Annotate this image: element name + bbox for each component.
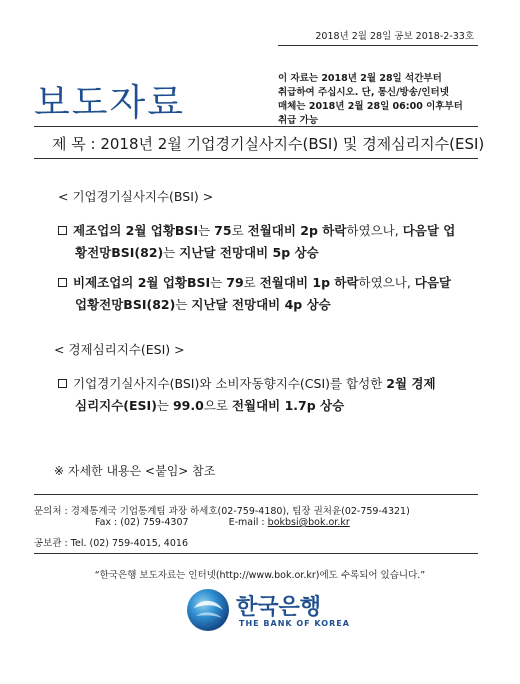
- fax-email-contact: [95, 517, 350, 528]
- subject-divider-bottom: [34, 158, 478, 159]
- bullet-run: 는: [163, 245, 180, 260]
- bullet-run: 전월대비 2p 하락: [247, 223, 347, 238]
- bullet-run: 전월대비 1.7p 상승: [231, 398, 345, 413]
- bullet-run: 지난달 전망대비 5p 상승: [179, 245, 319, 260]
- bullet-run: 는: [198, 223, 215, 238]
- bullet-line-1: [58, 373, 468, 395]
- bullet-run: 는: [210, 275, 227, 290]
- bullet-run: 75: [214, 223, 232, 238]
- embargo-line: 이 자료는 2018년 2월 28일 석간부터: [278, 73, 442, 84]
- bullet-text: [73, 376, 436, 391]
- website-footer-note: “한국은행 보도자료는 인터넷(http://www.bok.or.kr)에도 수록되어 있습니다.”: [94, 570, 426, 581]
- inquiry-contact: [34, 503, 410, 517]
- bullet-run: 는: [175, 297, 192, 312]
- bullet-line-1: [58, 272, 468, 294]
- esi-bullet: [58, 373, 468, 417]
- bullet-run: 로: [243, 275, 260, 290]
- bullet-run: 지난달 전망대비 4p 상승: [191, 297, 331, 312]
- bullet-line-1: [58, 220, 468, 242]
- checkbox-square-icon: [58, 278, 67, 287]
- bullet-run: 하였으나,: [358, 275, 415, 290]
- embargo-line: 취급 가능: [278, 115, 319, 126]
- bullet-run: 다음달: [414, 275, 452, 290]
- bullet-run: 다음달 업: [402, 223, 456, 238]
- bullet-run: 2월 경제: [386, 376, 436, 391]
- attachment-note: ※ 자세한 내용은 <붙임> 참조: [54, 464, 216, 478]
- bullet-text: [73, 223, 455, 238]
- contacts-divider-bottom: [34, 553, 478, 554]
- fax-label: Fax :: [95, 517, 118, 528]
- bullet-run: 기업경기실사지수(BSI)와 소비자동향지수(CSI)를 합성한: [73, 376, 387, 391]
- bank-emblem-icon: [186, 588, 230, 632]
- bsi-bullet-manufacturing: [58, 220, 468, 264]
- bullet-run: 전월대비 1p 하락: [259, 275, 359, 290]
- bullet-run: 심리지수(ESI): [75, 398, 157, 413]
- bullet-line-2: [58, 395, 468, 417]
- bullet-text: [73, 275, 451, 290]
- bullet-run: 제조업의 2월 업황BSI: [73, 223, 199, 238]
- subject-divider-top: [34, 126, 478, 127]
- section-heading-esi: < 경제심리지수(ESI) >: [54, 342, 185, 357]
- bullet-run: 79: [226, 275, 244, 290]
- email-link[interactable]: bokbsi@bok.or.kr: [267, 517, 350, 528]
- bullet-line-2: [58, 242, 468, 264]
- bullet-run: 비제조업의 2월 업황BSI: [73, 275, 211, 290]
- email-label: E-mail :: [228, 517, 265, 528]
- bullet-text: [75, 245, 319, 260]
- pr-contact: [34, 535, 188, 549]
- checkbox-square-icon: [58, 226, 67, 235]
- bullet-run: 99.0: [172, 398, 204, 413]
- bullet-run: 으로: [203, 398, 232, 413]
- bullet-run: 로: [231, 223, 248, 238]
- fax-number: (02) 759-4307: [120, 517, 189, 528]
- inquiry-text: 경제통계국 기업통계팀 과장 하세호(02-759-4180), 팀장 권처윤(02-759-4321): [70, 506, 410, 517]
- bullet-text: [75, 398, 344, 413]
- subject-line: 제 목 : 2018년 2월 기업경기실사지수(BSI) 및 경제심리지수(ESI): [52, 135, 485, 153]
- bullet-run: 황전망BSI(82): [75, 245, 164, 260]
- embargo-line: 매체는 2018년 2월 28일 06:00 이후부터: [278, 101, 463, 112]
- embargo-line: 취급하여 주십시오. 단, 통신/방송/인터넷: [278, 87, 449, 98]
- bullet-run: 하였으나,: [346, 223, 403, 238]
- bank-logo-name: 한국은행: [236, 595, 322, 620]
- bsi-bullet-nonmanufacturing: [58, 272, 468, 316]
- pr-label: 공보관 :: [34, 538, 68, 549]
- inquiry-label: 문의처 :: [34, 506, 68, 517]
- contacts-divider-top: [34, 494, 478, 495]
- bullet-run: 는: [156, 398, 173, 413]
- section-heading-bsi: < 기업경기실사지수(BSI) >: [58, 189, 214, 204]
- bullet-line-2: [58, 294, 468, 316]
- pr-text: Tel. (02) 759-4015, 4016: [70, 538, 188, 549]
- doc-type-title: 보도자료: [34, 81, 185, 124]
- checkbox-square-icon: [58, 379, 67, 388]
- embargo-notice: [278, 72, 478, 128]
- bullet-text: [75, 297, 331, 312]
- release-info: 2018년 2월 28일 공보 2018-2-33호: [315, 31, 474, 42]
- bullet-run: 업황전망BSI(82): [75, 297, 176, 312]
- bank-logo-subtitle: THE BANK OF KOREA: [239, 619, 350, 628]
- header-divider-top: [278, 45, 478, 46]
